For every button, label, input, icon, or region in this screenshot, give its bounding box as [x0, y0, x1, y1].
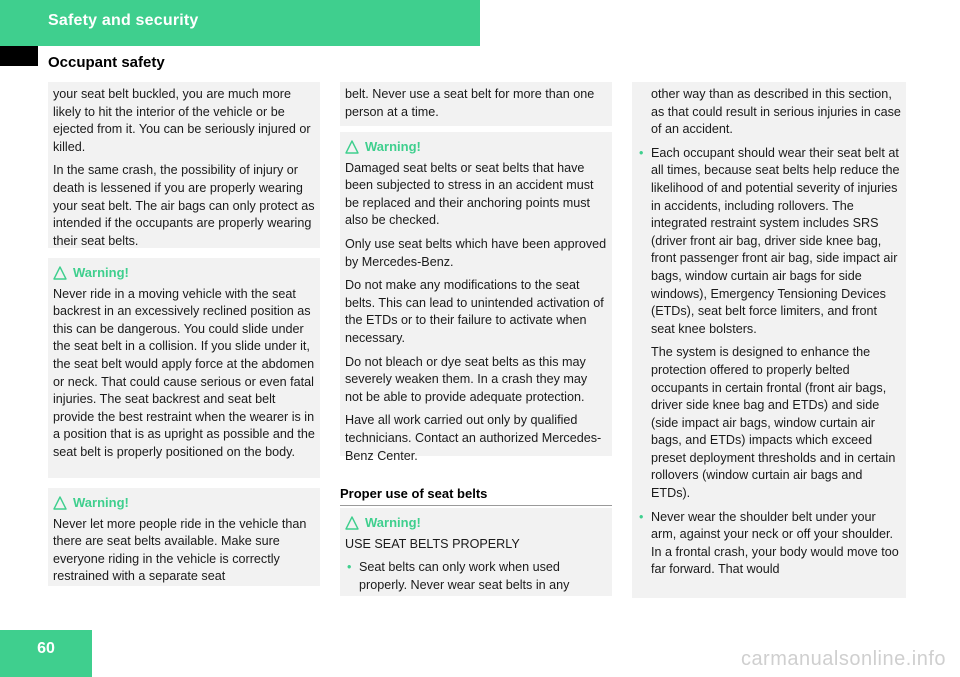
warning-text: Never let more people ride in the vehicle than there are seat belts available. Make sure everyone riding in the vehicle is correctly restrained with a separate seat [53, 516, 307, 584]
warning-heading [53, 494, 315, 512]
warning-box [48, 258, 320, 478]
text-box [632, 82, 906, 598]
paragraph: belt. Never use a seat belt for more than one person at a time. [345, 87, 595, 119]
column-3 [632, 82, 906, 598]
list-item: • Never wear the shoulder belt under your arm, against your neck or off your shoulder. In a frontal crash, your body would move too far forward. That would [637, 509, 901, 579]
warning-text: Damaged seat belts or seat belts that have been subjected to stress in an accident must be replaced and their anchoring points must also be checked. [345, 160, 594, 228]
page-number-box [0, 630, 92, 677]
list-item: • Seat belts can only work when used properly. Never wear seat belts in any [345, 559, 607, 594]
list-item: • Each occupant should wear their seat belt at all times, because seat belts help reduce the likelihood of and potential severity of injuries in accidents, including rollovers. The integrated restraint system includes SRS (driver front air bag, driver side knee bag, front passenger front air bag, side impact air bags, window curtain air bags for side windows), Emergency Tensioning Devices (ETDs), seat belt force limiters, and front seat knee bolsters. [637, 145, 901, 339]
column-1 [48, 82, 320, 586]
warning-label: Warning! [365, 139, 421, 154]
warning-text: Have all work carried out only by qualified technicians. Contact an authorized Mercedes-Benz Center. [345, 413, 602, 463]
warning-triangle-icon [345, 516, 359, 530]
warning-text: Do not bleach or dye seat belts as this may severely weaken them. In a crash they may not be able to provide adequate protection. [345, 354, 588, 404]
warning-triangle-icon [53, 496, 67, 510]
column-2-lower [340, 508, 612, 596]
warning-box [340, 508, 612, 596]
warning-text: Do not make any modifications to the seat belts. This can lead to unintended activation of the ETDs or to their failure to activate when necessary. [345, 278, 604, 345]
watermark: carmanualsonline.info [740, 648, 946, 670]
warning-heading [345, 138, 607, 156]
warning-text: Only use seat belts which have been approved by Mercedes-Benz. [345, 236, 607, 269]
warning-box [340, 132, 612, 463]
section-title: Occupant safety [48, 54, 165, 71]
corner-marker [0, 46, 38, 66]
paragraph: In the same crash, the possibility of injury or death is lessened if you are properly wearing your seat belt. The air bags can only protect as intended if the occupants are properly wearing their seat belts. [53, 163, 315, 248]
column-2 [340, 82, 612, 463]
warning-line: USE SEAT BELTS PROPERLY [345, 536, 520, 551]
warning-label: Warning! [365, 515, 421, 530]
warning-label: Warning! [73, 495, 129, 510]
warning-box [48, 488, 320, 586]
warning-label: Warning! [73, 265, 129, 280]
warning-triangle-icon [345, 140, 359, 154]
warning-text: Never ride in a moving vehicle with the seat backrest in an excessively reclined position as this can be dangerous. You could slide under the seat belt in a collision. If you slide under it, the seat belt would apply force at the abdomen or neck. That could cause serious or even fatal injuries. The seat backrest and seat belt provide the best restraint when the wearer is in a position that is as upright as possible and the seat belt is properly positioned on the body. [53, 286, 315, 459]
warning-heading [345, 514, 607, 532]
paragraph: your seat belt buckled, you are much more likely to hit the interior of the vehicle or be ejected from it. You can be seriously injured or killed. [53, 87, 311, 154]
paragraph: The system is designed to enhance the protection offered to properly belted occupants in certain frontal (front air bags, driver side knee bag and ETDs) and side (side impact air bags, window curtain air bags, and ETDs) impacts which exceed preset deployment thresholds and in certain rollovers (window curtain air bags and ETDs). [651, 345, 896, 501]
subheading: Proper use of seat belts [340, 486, 612, 506]
chapter-title: Safety and security [48, 12, 199, 29]
text-box [48, 82, 320, 248]
warning-triangle-icon [53, 266, 67, 280]
page-number: 60 [37, 640, 55, 657]
warning-heading [53, 264, 315, 282]
paragraph: other way than as described in this section, as that could result in serious injuries in case of an accident. [651, 87, 901, 137]
text-box [340, 82, 612, 126]
